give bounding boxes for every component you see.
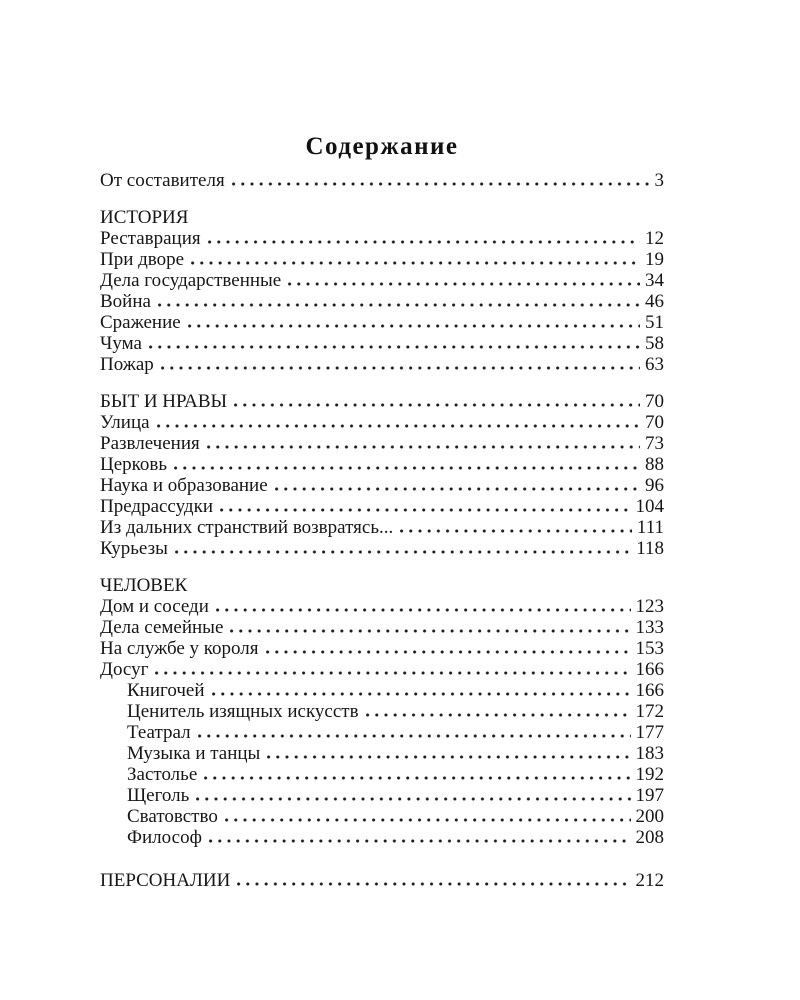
toc-entry-page: 197 bbox=[635, 785, 664, 806]
toc-entry-page: 19 bbox=[645, 249, 664, 270]
toc-entry-page: 208 bbox=[635, 827, 664, 848]
toc-dot-leader bbox=[157, 416, 640, 428]
toc-entry-label: БЫТ И НРАВЫ bbox=[100, 391, 228, 412]
toc-row bbox=[100, 722, 664, 743]
toc-entry-page: 166 bbox=[635, 680, 664, 701]
toc-list bbox=[100, 170, 664, 891]
toc-entry-label: ЧЕЛОВЕК bbox=[100, 575, 188, 596]
toc-row bbox=[100, 659, 664, 680]
toc-row bbox=[100, 538, 664, 559]
toc-row bbox=[100, 517, 664, 538]
toc-entry-label: Война bbox=[100, 291, 151, 312]
toc-entry-page: 34 bbox=[645, 270, 664, 291]
toc-entry-page: 51 bbox=[645, 312, 664, 333]
toc-row bbox=[100, 475, 664, 496]
toc-entry-label: Наука и образование bbox=[100, 475, 268, 496]
toc-row bbox=[100, 870, 664, 891]
toc-entry-page: 192 bbox=[635, 764, 664, 785]
toc-entry-label: Предрассудки bbox=[100, 496, 213, 517]
toc-row bbox=[100, 454, 664, 475]
toc-row bbox=[100, 575, 664, 596]
toc-row bbox=[100, 228, 664, 249]
toc-entry-label: Щеголь bbox=[127, 785, 190, 806]
toc-entry-label: Церковь bbox=[100, 454, 168, 475]
toc-entry-label: От составителя bbox=[100, 170, 225, 191]
toc-dot-leader bbox=[267, 747, 630, 759]
toc-row bbox=[100, 391, 664, 412]
toc-entry-label: Музыка и танцы bbox=[127, 743, 261, 764]
toc-row bbox=[100, 743, 664, 764]
toc-row bbox=[100, 207, 664, 228]
toc-entry-label: Философ bbox=[127, 827, 202, 848]
toc-dot-leader bbox=[174, 458, 640, 470]
toc-row bbox=[100, 312, 664, 333]
toc-entry-label: На службе у короля bbox=[100, 638, 259, 659]
toc-row bbox=[100, 412, 664, 433]
toc-entry-label: Досуг bbox=[100, 659, 149, 680]
toc-entry-page: 172 bbox=[635, 701, 664, 722]
toc-content bbox=[100, 133, 664, 891]
toc-dot-leader bbox=[191, 253, 640, 265]
toc-dot-leader bbox=[234, 395, 640, 407]
toc-dot-leader bbox=[216, 600, 631, 612]
toc-entry-label: ИСТОРИЯ bbox=[100, 207, 189, 228]
toc-dot-leader bbox=[220, 500, 631, 512]
page-title: Содержание bbox=[305, 133, 459, 160]
toc-dot-leader bbox=[230, 621, 630, 633]
toc-entry-page: 118 bbox=[636, 538, 664, 559]
toc-entry-page: 96 bbox=[645, 475, 664, 496]
toc-dot-leader bbox=[212, 684, 631, 696]
toc-dot-leader bbox=[400, 521, 632, 533]
toc-entry-page: 200 bbox=[635, 806, 664, 827]
toc-row bbox=[100, 433, 664, 454]
toc-entry-label: Сражение bbox=[100, 312, 181, 333]
toc-row bbox=[100, 333, 664, 354]
toc-row bbox=[100, 617, 664, 638]
toc-entry-label: Театрал bbox=[127, 722, 191, 743]
toc-dot-leader bbox=[209, 831, 631, 843]
toc-entry-page: 73 bbox=[645, 433, 664, 454]
toc-dot-leader bbox=[275, 479, 640, 491]
toc-dot-leader bbox=[207, 437, 640, 449]
toc-dot-leader bbox=[158, 295, 640, 307]
toc-row bbox=[100, 354, 664, 375]
toc-dot-leader bbox=[204, 768, 630, 780]
toc-row bbox=[100, 270, 664, 291]
toc-entry-page: 111 bbox=[636, 517, 664, 538]
toc-entry-label: Ценитель изящных искусств bbox=[127, 701, 359, 722]
toc-dot-leader bbox=[232, 174, 650, 186]
toc-row bbox=[100, 806, 664, 827]
toc-dot-leader bbox=[161, 358, 640, 370]
toc-dot-leader bbox=[198, 726, 631, 738]
toc-entry-page: 133 bbox=[635, 617, 664, 638]
toc-entry-label: Улица bbox=[100, 412, 150, 433]
toc-row bbox=[100, 764, 664, 785]
toc-entry-label: Пожар bbox=[100, 354, 154, 375]
toc-entry-label: Чума bbox=[100, 333, 142, 354]
toc-row bbox=[100, 496, 664, 517]
toc-entry-label: Книгочей bbox=[127, 680, 205, 701]
toc-entry-page: 166 bbox=[635, 659, 664, 680]
toc-entry-page: 58 bbox=[645, 333, 664, 354]
toc-entry-page: 46 bbox=[645, 291, 664, 312]
toc-dot-leader bbox=[266, 642, 631, 654]
toc-dot-leader bbox=[196, 789, 630, 801]
toc-entry-label: При дворе bbox=[100, 249, 185, 270]
toc-entry-label: Из дальних странствий возвратясь... bbox=[100, 517, 394, 538]
toc-row bbox=[100, 596, 664, 617]
toc-entry-page: 104 bbox=[635, 496, 664, 517]
toc-entry-label: Дела семейные bbox=[100, 617, 224, 638]
toc-entry-page: 212 bbox=[635, 870, 664, 891]
toc-row bbox=[100, 638, 664, 659]
toc-entry-label: Дела государственные bbox=[100, 270, 282, 291]
toc-row bbox=[100, 170, 664, 191]
toc-dot-leader bbox=[208, 232, 640, 244]
toc-row bbox=[100, 701, 664, 722]
toc-entry-page: 183 bbox=[635, 743, 664, 764]
toc-entry-page: 88 bbox=[645, 454, 664, 475]
toc-dot-leader bbox=[225, 810, 631, 822]
toc-entry-page: 177 bbox=[635, 722, 664, 743]
toc-entry-page: 70 bbox=[645, 412, 664, 433]
toc-entry-label: Застолье bbox=[127, 764, 198, 785]
toc-entry-page: 12 bbox=[645, 228, 664, 249]
toc-entry-page: 3 bbox=[654, 170, 664, 191]
toc-entry-label: ПЕРСОНАЛИИ bbox=[100, 870, 231, 891]
toc-entry-page: 63 bbox=[645, 354, 664, 375]
toc-dot-leader bbox=[237, 874, 630, 886]
toc-dot-leader bbox=[149, 337, 640, 349]
toc-entry-page: 70 bbox=[645, 391, 664, 412]
toc-entry-label: Сватовство bbox=[127, 806, 218, 827]
toc-entry-page: 123 bbox=[635, 596, 664, 617]
toc-row bbox=[100, 827, 664, 848]
toc-entry-page: 153 bbox=[635, 638, 664, 659]
toc-entry-label: Дом и соседи bbox=[100, 596, 209, 617]
toc-dot-leader bbox=[155, 663, 630, 675]
toc-entry-label: Реставрация bbox=[100, 228, 201, 249]
toc-row bbox=[100, 680, 664, 701]
toc-entry-label: Курьезы bbox=[100, 538, 168, 559]
toc-row bbox=[100, 291, 664, 312]
toc-dot-leader bbox=[175, 542, 631, 554]
toc-dot-leader bbox=[366, 705, 631, 717]
toc-dot-leader bbox=[188, 316, 640, 328]
toc-row bbox=[100, 249, 664, 270]
toc-dot-leader bbox=[288, 274, 640, 286]
toc-row bbox=[100, 785, 664, 806]
toc-entry-label: Развлечения bbox=[100, 433, 200, 454]
